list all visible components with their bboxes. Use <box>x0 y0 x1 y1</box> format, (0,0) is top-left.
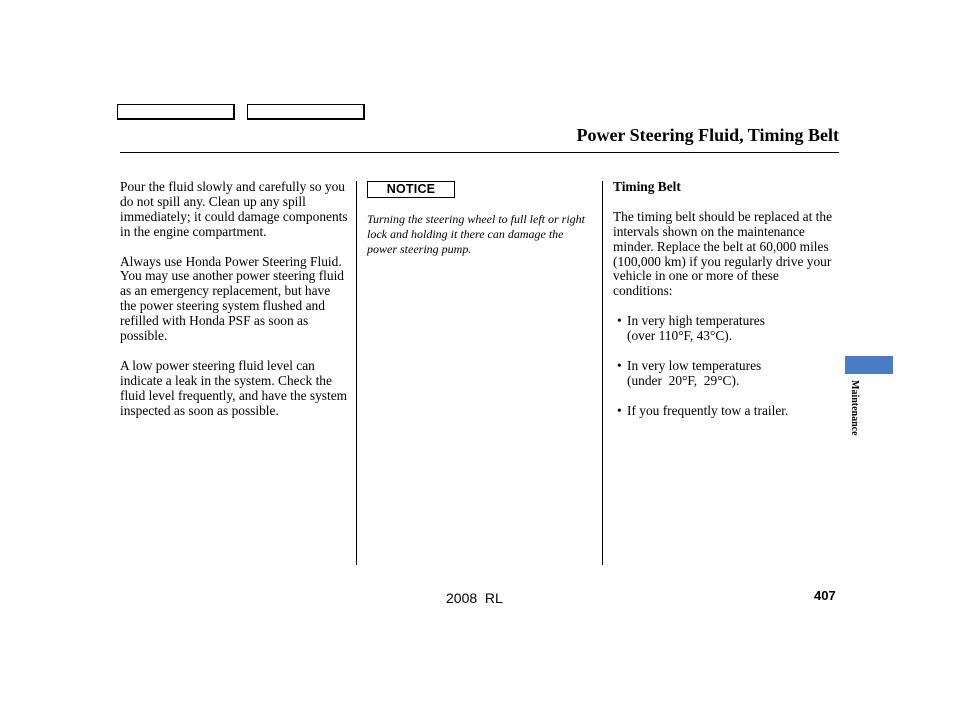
title-divider <box>120 152 839 153</box>
notice-text: Turning the steering wheel to full left or right lock and holding it there can damage the power steering pump. <box>367 212 585 256</box>
section-tab[interactable] <box>845 356 893 374</box>
paragraph-pour-fluid: Pour the fluid slowly and carefully so you do not spill any. Clean up any spill immediately; it could damage components in the engine compartment. <box>120 179 348 239</box>
page-number: 407 <box>814 588 836 603</box>
list-item <box>617 404 833 419</box>
column-timing-belt <box>613 180 833 433</box>
conditions-list <box>617 314 833 418</box>
column-notice <box>367 180 595 257</box>
list-item <box>617 314 833 344</box>
paragraph-use-honda-psf: Always use Honda Power Steering Fluid. You may use another power steering fluid as an emergency replacement, but have the power steering system flushed and refilled with Honda PSF as soon as possible. <box>120 253 345 344</box>
footer-model: 2008 RL <box>446 590 503 606</box>
list-item <box>617 359 833 389</box>
condition-line: • In very high temperatures <box>627 313 765 329</box>
section-tab-label: Maintenance <box>849 380 860 436</box>
page-title: Power Steering Fluid, Timing Belt <box>576 125 839 145</box>
nav-button-previous[interactable] <box>117 104 235 120</box>
condition-detail: (over 110°F, 43°C). <box>627 328 733 344</box>
condition-line: • If you frequently tow a trailer. <box>627 402 789 418</box>
paragraph-low-fluid-level: A low power steering fluid level can indicate a leak in the system. Check the fluid level frequently, and have the system inspected as soon as possible. <box>120 357 348 418</box>
nav-button-next[interactable] <box>247 104 365 120</box>
timing-belt-intro: The timing belt should be replaced at the intervals shown on the maintenance minder. Replace the belt at 60,000 miles (100,000 km) if you regularly drive your vehicle in one or more of these conditions: <box>613 208 833 299</box>
column-fluid-instructions <box>120 180 348 433</box>
condition-line: • In very low temperatures <box>627 357 762 373</box>
timing-belt-heading: Timing Belt <box>613 179 681 194</box>
condition-detail: (under 20°F, 29°C). <box>627 372 740 388</box>
notice-label: NOTICE <box>367 181 455 198</box>
column-divider-1 <box>356 181 357 565</box>
column-divider-2 <box>602 181 603 565</box>
